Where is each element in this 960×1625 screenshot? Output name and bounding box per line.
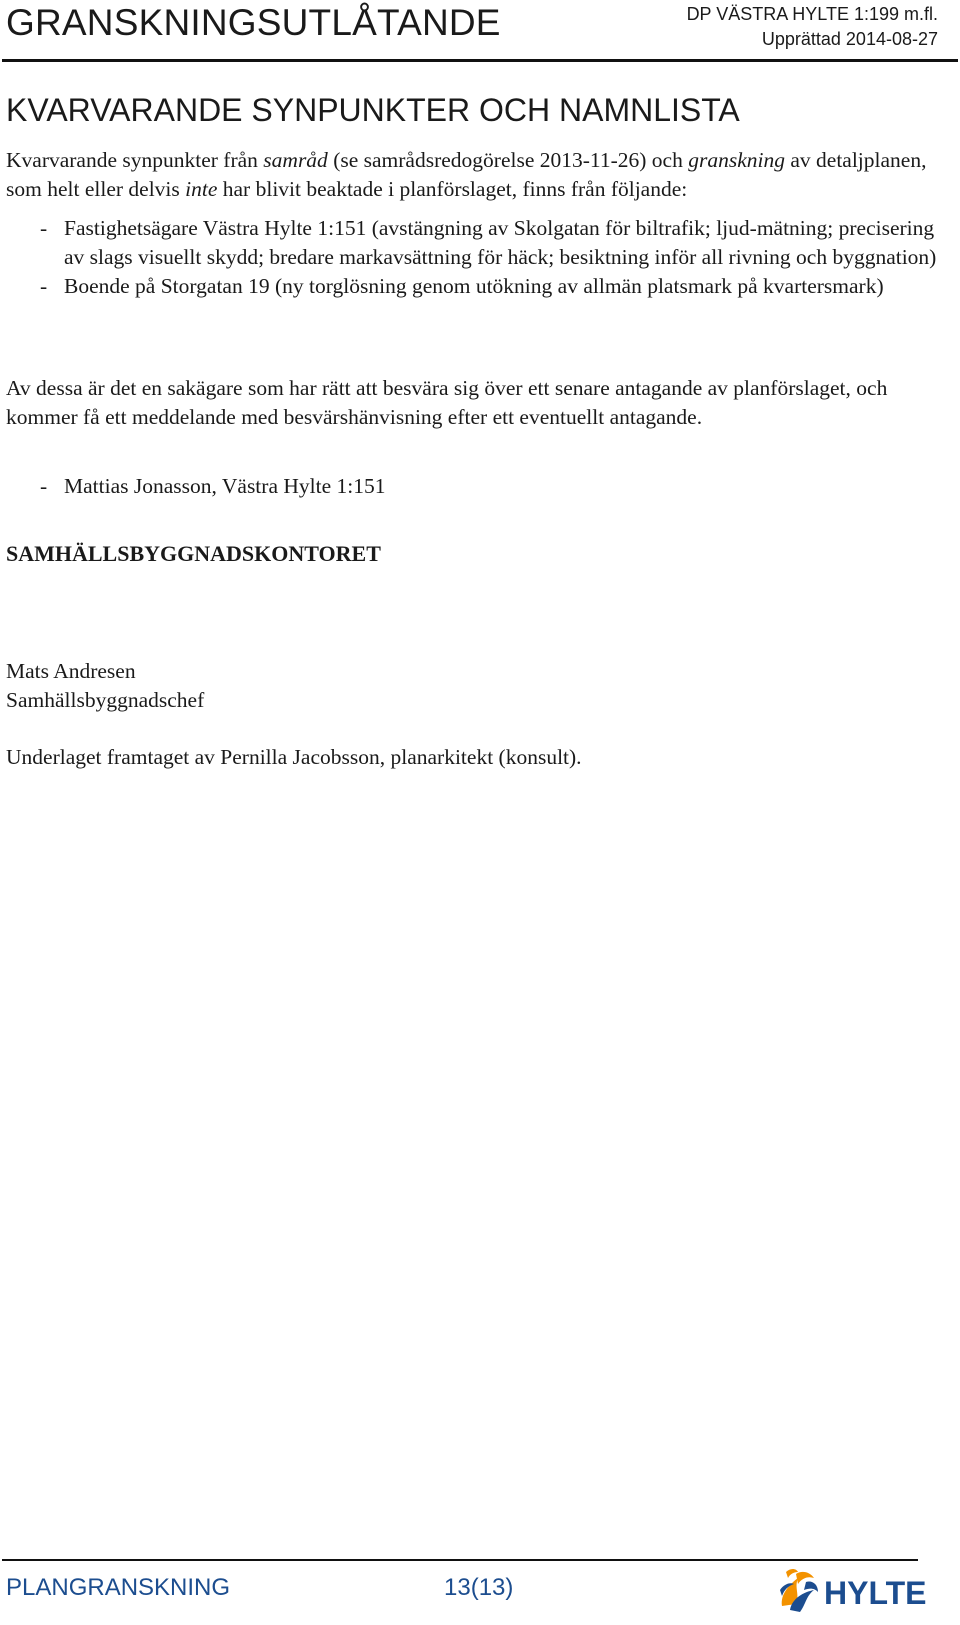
plan-name: DP VÄSTRA HYLTE 1:199 m.fl. [686,4,938,24]
page-number: 13(13) [444,1574,514,1601]
list-dash: - [40,216,48,240]
intro-emphasis-inte: inte [185,177,218,201]
logo-mark [780,1569,818,1612]
list-item-text: Fastighetsägare Västra Hylte 1:151 (avstängning av Skolgatan för biltrafik; ljud-mätning; precisering av slags visuellt skydd; bredare markavsättning för häck; besiktning inför all rivning och byggnation) [64,216,937,269]
list-item [40,272,950,301]
intro-text-2: (se samrådsredogörelse 2013-11-26) och [327,148,689,172]
signatory-role: Samhällsbyggnadschef [6,688,205,712]
intro-text-4: har blivit beaktade i planförslaget, finns från följande: [217,177,688,201]
footer-label: PLANGRANSKNING [6,1574,231,1601]
intro-text-3: av detaljplanen, som helt eller delvis [6,148,927,201]
header-meta [687,2,938,52]
document-title: GRANSKNINGSUTLÅTANDE [6,2,501,43]
signatory-name: Mats Andresen [6,659,136,683]
intro-emphasis-granskning: granskning [688,148,785,172]
hylte-logo-icon [776,1566,936,1616]
list-dash: - [40,474,48,498]
intro-emphasis-samrad: samråd [263,148,328,172]
list-item-text: Mattias Jonasson, Västra Hylte 1:151 [64,474,386,498]
list-dash: - [40,274,48,298]
section-title: KVARVARANDE SYNPUNKTER OCH NAMNLISTA [6,92,740,128]
list-item [40,214,950,272]
intro-text-1: Kvarvarande synpunkter från [6,148,264,172]
intro-paragraph [6,146,950,204]
remaining-opinions-list [40,214,950,301]
logo-text: HYLTE [824,1575,927,1611]
office-name: SAMHÄLLSBYGGNADSKONTORET [6,541,381,566]
list-item [40,472,950,501]
footer-divider [2,1559,918,1561]
signature-block [6,657,204,715]
appeal-paragraph: Av dessa är det en sakägare som har rätt att besvära sig över ett senare antagande av planförslaget, och kommer få ett meddelande med besvärshänvisning efter ett eventuellt antagande. [6,376,888,429]
list-item-text: Boende på Storgatan 19 (ny torglösning genom utökning av allmän platsmark på kvartersmark) [64,274,884,298]
date-line: Upprättad 2014-08-27 [761,29,938,49]
header-divider [2,59,958,62]
appeal-list [40,472,950,501]
prepared-by: Underlaget framtaget av Pernilla Jacobsson, planarkitekt (konsult). [6,745,582,769]
